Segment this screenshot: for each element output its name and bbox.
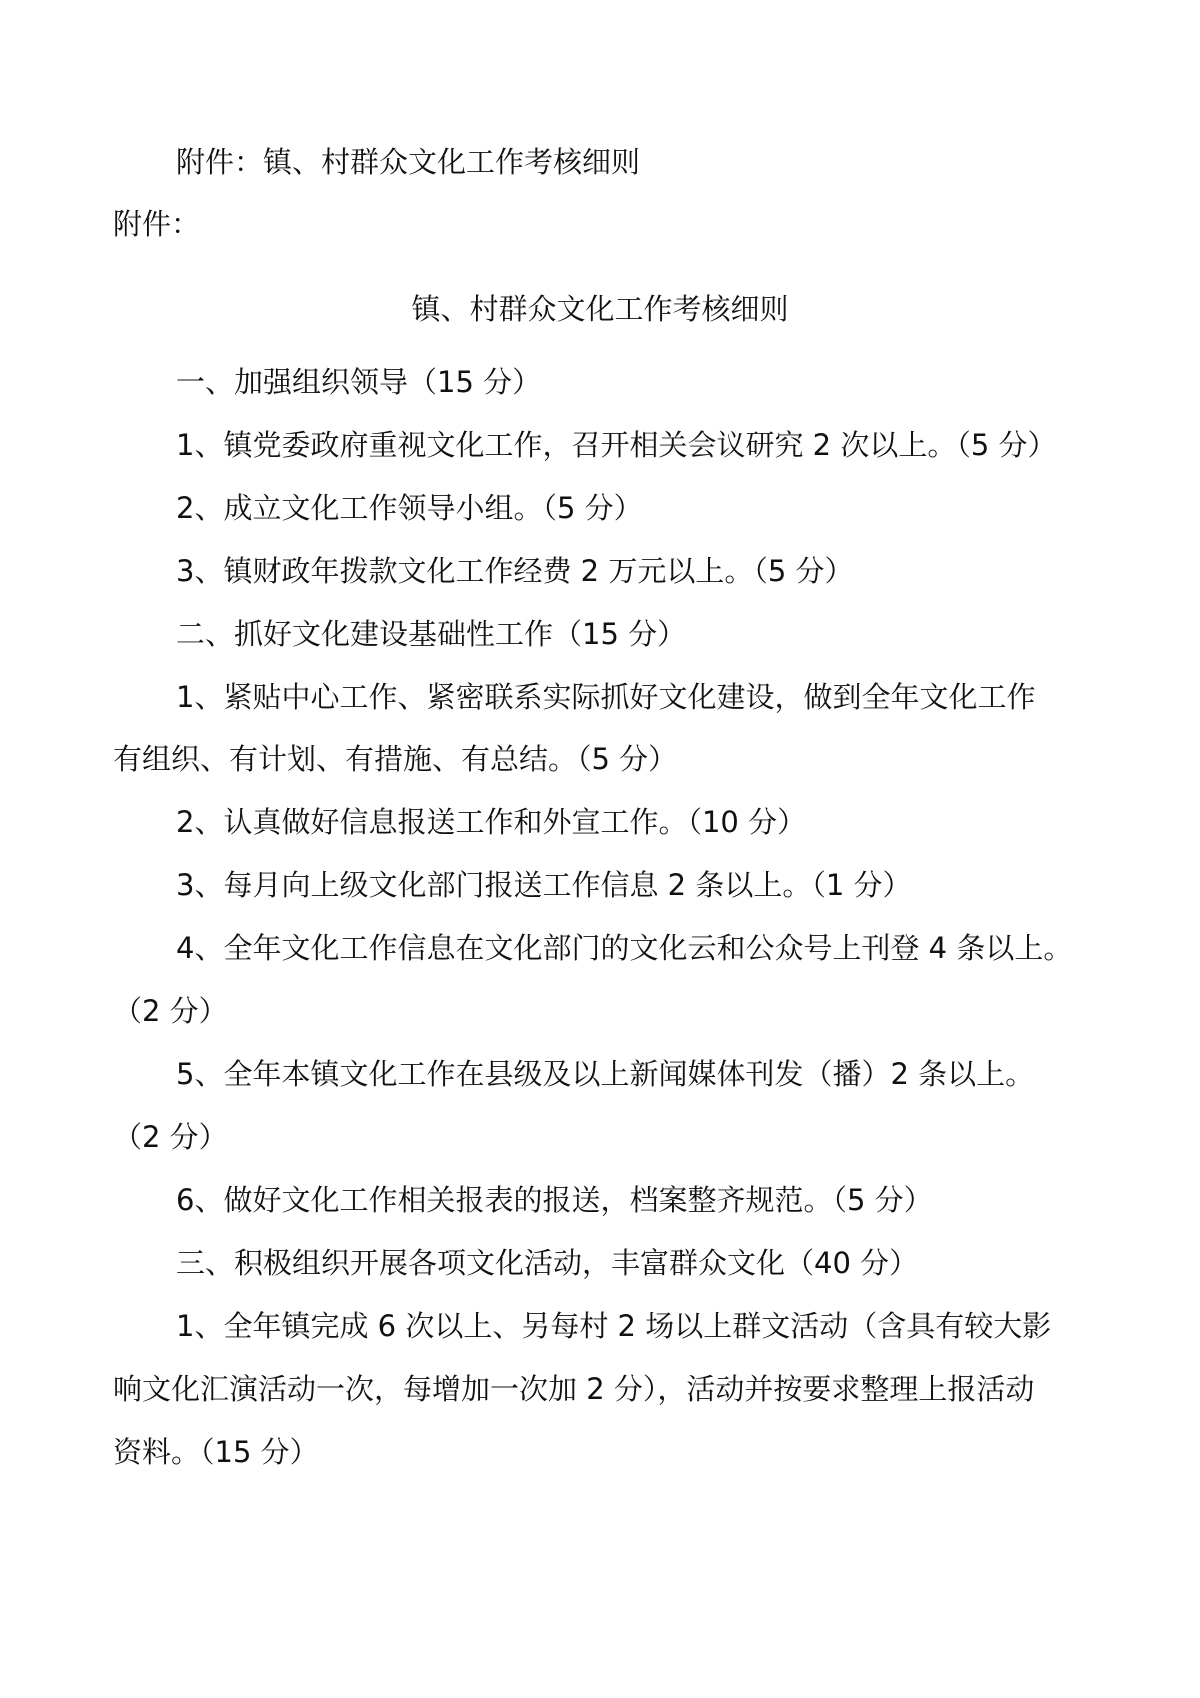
criterion-item-continuation: （2 分） <box>113 1120 228 1154</box>
attachment-label: 附件： <box>113 207 201 241</box>
criterion-item: 6、做好文化工作相关报表的报送，档案整齐规范。（5 分） <box>176 1183 933 1217</box>
section-heading: 二、抓好文化建设基础性工作（15 分） <box>176 617 687 651</box>
criterion-item-continuation: 有组织、有计划、有措施、有总结。（5 分） <box>113 742 678 776</box>
page-title: 镇、村群众文化工作考核细则 <box>411 292 789 326</box>
criterion-item: 2、成立文化工作领导小组。（5 分） <box>176 491 643 525</box>
criterion-item: 5、全年本镇文化工作在县级及以上新闻媒体刊发（播）2 条以上。 <box>176 1057 1035 1091</box>
criterion-item: 2、认真做好信息报送工作和外宣工作。（10 分） <box>176 805 807 839</box>
criterion-item: 1、紧贴中心工作、紧密联系实际抓好文化建设，做到全年文化工作 <box>176 680 1036 714</box>
criterion-item: 1、全年镇完成 6 次以上、另每村 2 场以上群文活动（含具有较大影 <box>176 1309 1052 1343</box>
criterion-item-continuation: 响文化汇演活动一次，每增加一次加 2 分），活动并按要求整理上报活动 <box>113 1372 1035 1406</box>
criterion-item: 4、全年文化工作信息在文化部门的文化云和公众号上刊登 4 条以上。 <box>176 931 1073 965</box>
attachment-line: 附件：镇、村群众文化工作考核细则 <box>176 145 641 179</box>
criterion-item: 1、镇党委政府重视文化工作，召开相关会议研究 2 次以上。（5 分） <box>176 428 1057 462</box>
criterion-item-continuation: 资料。（15 分） <box>113 1435 319 1469</box>
criterion-item-continuation: （2 分） <box>113 994 228 1028</box>
criterion-item: 3、镇财政年拨款文化工作经费 2 万元以上。（5 分） <box>176 554 854 588</box>
section-heading: 三、积极组织开展各项文化活动，丰富群众文化（40 分） <box>176 1246 919 1280</box>
section-heading: 一、加强组织领导（15 分） <box>176 365 542 399</box>
criterion-item: 3、每月向上级文化部门报送工作信息 2 条以上。（1 分） <box>176 868 912 902</box>
